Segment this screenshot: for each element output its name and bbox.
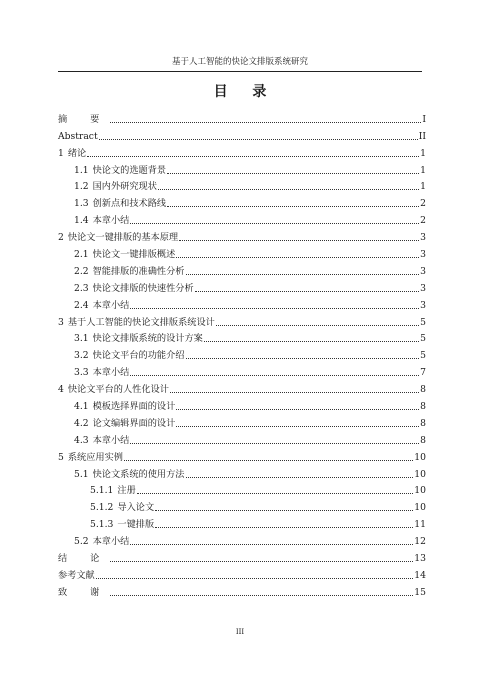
toc-entry-number: 3: [58, 316, 64, 328]
toc-entry[interactable]: [58, 429, 426, 446]
toc-entry-page: 5: [420, 316, 426, 328]
toc-entry-page: 3: [420, 232, 426, 244]
toc-entry-text: 摘 要: [58, 113, 110, 125]
running-header: 基于人工智能的快论文排版系统研究: [171, 57, 308, 67]
toc-entry-label: [58, 452, 123, 463]
toc-entry-label: [74, 350, 185, 361]
page-number: III: [235, 628, 245, 636]
toc-entry-text: 智能排版的准确性分析: [92, 265, 185, 277]
toc-entry-text: 绪论: [67, 147, 87, 159]
toc-entry[interactable]: [58, 125, 426, 142]
toc-entry-text: 模板选择界面的设计: [92, 401, 176, 413]
toc-entry[interactable]: [58, 446, 426, 463]
toc-entry-number: 5: [58, 451, 64, 463]
dot-leader: [176, 409, 419, 410]
dot-leader: [87, 156, 419, 157]
toc-entry[interactable]: [58, 328, 426, 345]
toc-entry[interactable]: [58, 530, 426, 547]
dot-leader: [216, 325, 419, 326]
toc-entry-page: 11: [414, 519, 426, 531]
toc-entry[interactable]: [58, 176, 426, 193]
toc-entry-text: 快论文的选题背景: [92, 164, 167, 176]
toc-entry[interactable]: [58, 159, 426, 176]
toc-entry-number: 2.4: [74, 299, 89, 311]
dot-leader: [130, 544, 413, 545]
toc-entry-text: 一键排版: [117, 519, 155, 531]
toc-entry[interactable]: [58, 361, 426, 378]
toc-entry-label: [74, 536, 129, 547]
toc-entry-page: 14: [414, 569, 426, 581]
toc-entry-label: [74, 418, 175, 429]
toc-entry-label: [74, 401, 175, 412]
toc-entry-text: 国内外研究现状: [92, 181, 157, 193]
toc-entry-number: 1.3: [74, 198, 89, 210]
toc-entry[interactable]: [58, 496, 426, 513]
toc-entry-number: 4.3: [74, 434, 89, 446]
toc-entry-label: [58, 570, 95, 581]
toc-entry-text: 致 谢: [58, 586, 110, 598]
toc-entry-text: 快论文平台的功能介绍: [92, 350, 185, 362]
toc-entry[interactable]: [58, 277, 426, 294]
dot-leader: [186, 477, 414, 478]
toc-entry-text: 导入论文: [117, 502, 155, 514]
toc-entry-number: 1.4: [74, 215, 89, 227]
dot-leader: [99, 139, 418, 140]
toc-entry[interactable]: [58, 581, 426, 598]
toc-entry-page: 12: [414, 536, 426, 548]
toc-entry[interactable]: [58, 209, 426, 226]
dot-leader: [176, 426, 419, 427]
dot-leader: [110, 561, 413, 562]
dot-leader: [167, 206, 419, 207]
toc-entry-number: 2.1: [74, 249, 89, 261]
toc-entry-page: 1: [420, 164, 426, 176]
toc-entry-page: 1: [420, 181, 426, 193]
toc-entry-number: 2.2: [74, 265, 89, 277]
dot-leader: [124, 460, 413, 461]
toc-entry-page: 8: [420, 384, 426, 396]
toc-entry-text: 参考文献: [58, 569, 95, 581]
toc-entry[interactable]: [58, 192, 426, 209]
toc-entry-label: [74, 181, 157, 192]
toc-entry-page: 5: [420, 350, 426, 362]
dot-leader: [130, 443, 419, 444]
toc-entry[interactable]: [58, 412, 426, 429]
table-of-contents: [58, 108, 426, 598]
toc-entry-text: 本章小结: [92, 536, 130, 548]
toc-entry-label: [74, 333, 203, 344]
toc-entry-page: 8: [420, 401, 426, 413]
toc-entry-text: 结 论: [58, 553, 110, 565]
toc-entry-text: 创新点和技术路线: [92, 198, 167, 210]
toc-entry-number: 3.1: [74, 333, 89, 345]
toc-entry-label: [90, 519, 154, 530]
toc-entry-number: 1.1: [74, 164, 89, 176]
dot-leader: [96, 578, 414, 579]
toc-entry-label: [74, 300, 129, 311]
toc-entry-label: [74, 249, 175, 260]
toc-entry[interactable]: [58, 378, 426, 395]
header-rule: [58, 71, 422, 72]
toc-entry-number: 5.1: [74, 468, 89, 480]
toc-entry-label: [74, 435, 129, 446]
toc-entry-label: [74, 266, 185, 277]
toc-entry-page: I: [422, 113, 426, 125]
toc-entry-page: 10: [414, 468, 426, 480]
toc-entry-label: [58, 232, 178, 243]
toc-entry-text: 论文编辑界面的设计: [92, 417, 176, 429]
toc-entry-label: [58, 131, 98, 142]
toc-entry-number: 5.1.2: [90, 502, 114, 514]
dot-leader: [155, 510, 413, 511]
toc-entry-label: [90, 502, 154, 513]
toc-entry-text: 快论文一键排版的基本原理: [67, 232, 179, 244]
toc-entry-page: 8: [420, 434, 426, 446]
toc-entry-number: 3.3: [74, 367, 89, 379]
dot-leader: [137, 493, 414, 494]
toc-entry-page: 1: [420, 147, 426, 159]
toc-entry-number: 5.1.3: [90, 519, 114, 531]
toc-entry-label: [58, 587, 109, 598]
toc-entry-number: 5.1.1: [90, 485, 114, 497]
toc-entry-page: II: [418, 130, 426, 142]
dot-leader: [170, 392, 419, 393]
toc-entry-label: [74, 283, 194, 294]
toc-entry[interactable]: [58, 294, 426, 311]
toc-entry-text: 快论文排版的快速性分析: [92, 282, 194, 294]
toc-entry-label: [58, 317, 215, 328]
dot-leader: [167, 173, 419, 174]
toc-entry-label: [74, 215, 129, 226]
toc-title: 目 录: [213, 84, 277, 100]
toc-entry-page: 3: [420, 249, 426, 261]
toc-entry-label: [58, 553, 109, 564]
toc-entry-page: 3: [420, 265, 426, 277]
toc-entry-number: 5.2: [74, 536, 89, 548]
toc-entry-page: 2: [420, 215, 426, 227]
toc-entry[interactable]: [58, 311, 426, 328]
dot-leader: [130, 375, 419, 376]
toc-entry-text: 本章小结: [92, 299, 130, 311]
toc-entry[interactable]: [58, 547, 426, 564]
toc-entry-page: 5: [420, 333, 426, 345]
toc-entry-number: 1.2: [74, 181, 89, 193]
toc-entry-number: 1: [58, 147, 64, 159]
dot-leader: [155, 527, 413, 528]
toc-entry-page: 13: [414, 553, 426, 565]
dot-leader: [158, 189, 419, 190]
toc-entry-page: 10: [414, 485, 426, 497]
toc-entry-text: 本章小结: [92, 367, 130, 379]
toc-entry-page: 7: [420, 367, 426, 379]
dot-leader: [110, 122, 421, 123]
toc-entry-number: 2: [58, 232, 64, 244]
dot-leader: [186, 274, 420, 275]
toc-entry[interactable]: [58, 463, 426, 480]
dot-leader: [179, 240, 419, 241]
toc-entry-label: [58, 114, 109, 125]
toc-entry[interactable]: [58, 344, 426, 361]
toc-entry[interactable]: [58, 243, 426, 260]
toc-entry[interactable]: [58, 142, 426, 159]
toc-entry-page: 3: [420, 299, 426, 311]
dot-leader: [110, 595, 413, 596]
toc-entry-text: 快论文排版系统的设计方案: [92, 333, 203, 345]
toc-entry-label: [74, 469, 185, 480]
toc-entry-label: [58, 384, 169, 395]
toc-entry-number: 2.3: [74, 282, 89, 294]
toc-entry-text: 本章小结: [92, 215, 130, 227]
toc-entry-text: 系统应用实例: [67, 451, 123, 463]
dot-leader: [130, 223, 419, 224]
toc-entry-label: [74, 367, 129, 378]
dot-leader: [195, 291, 419, 292]
dot-leader: [130, 308, 419, 309]
toc-entry-label: [74, 198, 166, 209]
toc-entry-page: 3: [420, 282, 426, 294]
toc-entry-label: [90, 485, 136, 496]
toc-entry-number: 3.2: [74, 350, 89, 362]
toc-entry-label: [58, 148, 86, 159]
toc-entry[interactable]: [58, 108, 426, 125]
toc-entry-page: 10: [414, 451, 426, 463]
toc-entry-number: 4: [58, 384, 64, 396]
toc-entry[interactable]: [58, 226, 426, 243]
toc-entry-text: 注册: [117, 485, 136, 497]
toc-entry-text: 快论文系统的使用方法: [92, 468, 185, 480]
toc-entry[interactable]: [58, 564, 426, 581]
toc-entry[interactable]: [58, 395, 426, 412]
toc-entry-number: 4.2: [74, 417, 89, 429]
toc-entry-page: 2: [420, 198, 426, 210]
dot-leader: [186, 358, 420, 359]
toc-entry-number: 4.1: [74, 401, 89, 413]
toc-entry[interactable]: [58, 260, 426, 277]
dot-leader: [176, 257, 419, 258]
toc-entry-text: Abstract: [58, 130, 98, 142]
toc-entry-page: 10: [414, 502, 426, 514]
toc-entry-text: 本章小结: [92, 434, 130, 446]
toc-entry-text: 快论文一键排版概述: [92, 249, 176, 261]
toc-entry-text: 快论文平台的人性化设计: [67, 384, 169, 396]
toc-entry-label: [74, 165, 166, 176]
toc-entry-text: 基于人工智能的快论文排版系统设计: [67, 316, 215, 328]
toc-entry-page: 8: [420, 417, 426, 429]
toc-entry-page: 15: [414, 586, 426, 598]
dot-leader: [204, 341, 419, 342]
toc-entry[interactable]: [58, 480, 426, 497]
toc-entry[interactable]: [58, 513, 426, 530]
